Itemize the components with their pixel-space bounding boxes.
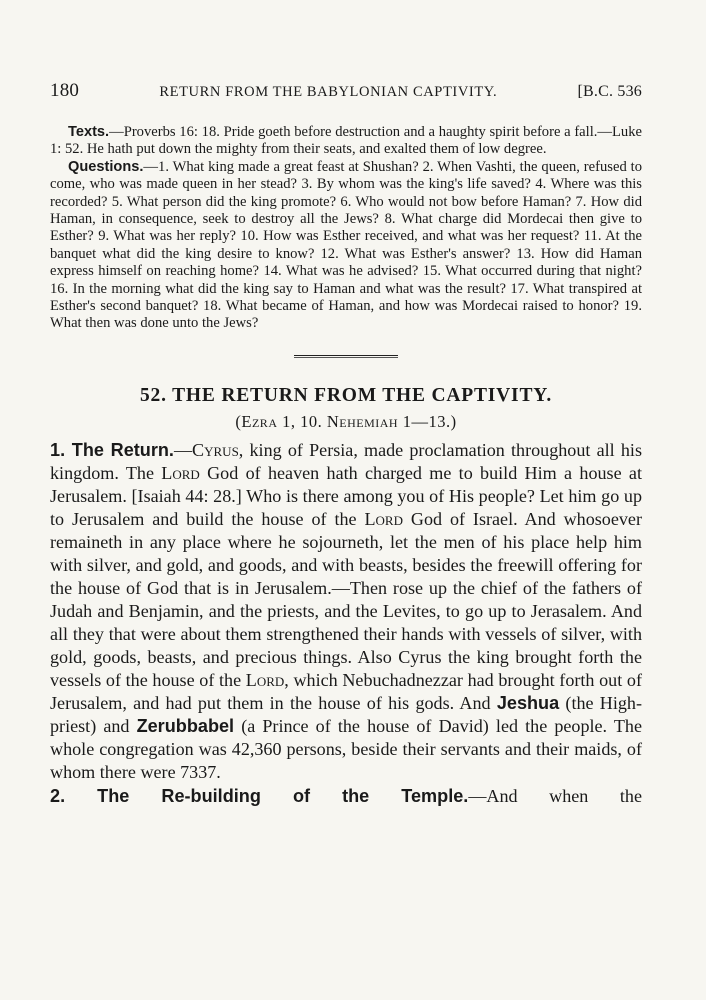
return-label: 1. The Return. — [50, 439, 174, 460]
paragraph-rebuilding — [50, 785, 642, 808]
book-page — [50, 80, 642, 808]
text-run: God of heaven hath charged me to build Him a house at Jerusalem. [Isaiah 44: 28.] Who is there among you of His people? Let him go up to Jerusalem and build the house of the — [50, 462, 642, 529]
texts-label: Texts. — [68, 124, 110, 140]
lord-word: Lord — [161, 462, 200, 483]
lord-word: Lord — [364, 508, 403, 529]
date-marker: [B.C. 536 — [577, 83, 642, 100]
questions-label: Questions. — [68, 158, 144, 175]
jeshua-name: Jeshua — [496, 692, 560, 713]
zerubbabel-name: Zerubbabel — [136, 715, 235, 736]
text-run: , which Nebuchadnezzar had brought forth out of Jerusalem, and had put them in the house of his gods. And — [50, 669, 642, 713]
text-run: God of Israel. And whosoever remaineth in any place where he sojourneth, let the men of his place help him with silver, and gold, and goods, and with beasts, besides the freewill offering for the house of God that is in Jerusalem.—Then rose up the chief of the fathers of Judah and Benjamin, and the priests, and the Levites, to go up to Jerasalem. And all they that were about them strengthened their hands with vessels of silver, with gold, goods, beasts, and precious things. Also Cyrus the king brought forth the vessels of the house of the — [50, 508, 642, 690]
page-number: 180 — [50, 80, 80, 101]
texts-body: —Proverbs 16: 18. Pride goeth before destruction and a haughty spirit before a fall.—Luke 1: 52. He hath put down the mighty from their seats, and exalted them of low degree. — [50, 124, 642, 158]
text-run: — — [173, 439, 193, 460]
running-header — [50, 80, 642, 102]
section-divider — [294, 355, 398, 358]
cyrus-name: Cyrus — [192, 439, 239, 460]
study-notes — [50, 124, 642, 333]
rebuilding-label: 2. The Re-building of the Temple. — [50, 785, 469, 806]
main-text — [50, 439, 642, 808]
section-reference: (Ezra 1, 10. Nehemiah 1—13.) — [235, 411, 457, 431]
text-run: (a Prince of the house of David) led the people. The whole congregation was 42,360 persons, beside their servants and their maids, of whom there were 7337. — [50, 715, 642, 782]
section-title: 52. THE RETURN FROM THE CAPTIVITY. — [139, 384, 553, 406]
rebuilding-text: —And when the — [468, 785, 642, 806]
paragraph-return — [50, 439, 642, 784]
text-run: (the High-priest) and — [50, 692, 643, 736]
questions-body: —1. What king made a great feast at Shushan? 2. When Vashti, the queen, refused to come, who was made queen in her stead? 3. By whom was the king's life saved? 4. Where was this recorded? 5. What person did the king promote? 6. Who would not bow before Haman? 7. How did Haman, in consequence, seek to destroy all the Jews? 8. What charge did Mordecai then give to Esther? 9. What was her reply? 10. How was Esther received, and what was her request? 11. At the banquet what did the king desire to know? 12. What was Esther's answer? 13. How did Haman express himself on reaching home? 14. What was he advised? 15. What occurred during that night? 16. In the morning what did the king say to Haman and what was the result? 17. What transpired at Esther's second banquet? 18. What became of Haman, and how was Mordecai raised to honor? 19. What then was done unto the Jews? — [50, 158, 642, 332]
running-title: RETURN FROM THE BABYLONIAN CAPTIVITY. — [159, 84, 498, 100]
texts-paragraph — [50, 124, 642, 159]
lord-word: Lord — [245, 669, 285, 690]
questions-paragraph — [50, 159, 642, 333]
text-run: , king of Persia, made proclamation throughout all his kingdom. The — [50, 439, 642, 483]
